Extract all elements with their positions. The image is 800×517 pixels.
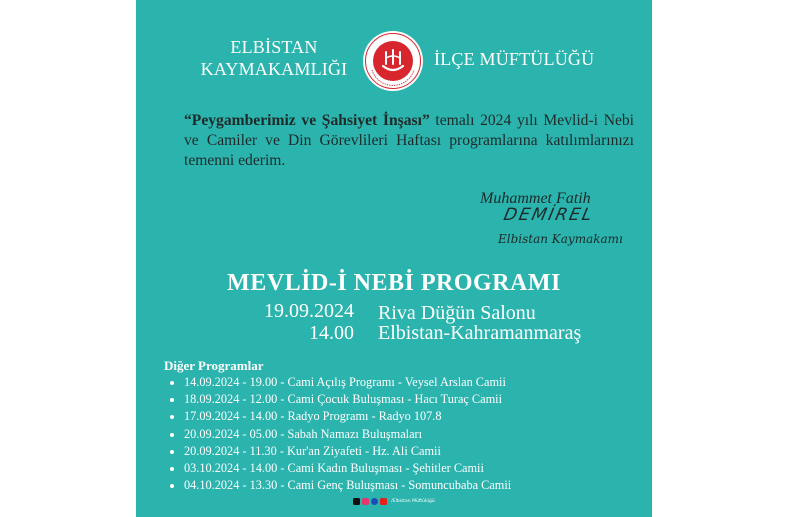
main-program-time: 14.00 [309,322,354,344]
main-program-title: MEVLİD-İ NEBİ PROGRAMI [227,270,561,296]
instagram-icon [362,498,369,505]
main-program-date: 19.09.2024 [264,300,354,322]
list-item: • 20.09.2024 - 11.30 - Kur'an Ziyafeti - Hz. Ali Camii [184,443,511,460]
youtube-icon [380,498,387,505]
poster [136,0,652,517]
signature-surname: DEMİREL [501,205,596,225]
facebook-icon [371,498,378,505]
header-left-line1: ELBİSTAN [230,37,318,57]
list-item: • 18.09.2024 - 12.00 - Cami Çocuk Buluşması - Hacı Turaç Camii [184,391,511,408]
muftuluk-header: İLÇE MÜFTÜLÜĞÜ [434,49,595,69]
list-item: • 20.09.2024 - 05.00 - Sabah Namazı Buluşmaları [184,426,511,443]
main-program-venue: Riva Düğün Salonu [378,302,536,324]
list-item: • 14.09.2024 - 19.00 - Cami Açılış Programı - Veysel Arslan Camii [184,374,511,391]
social-footer [136,498,652,505]
list-item: • 03.10.2024 - 14.00 - Cami Kadın Buluşması - Şehitler Camii [184,460,511,477]
diyanet-seal-logo [362,30,424,92]
list-item: • 04.10.2024 - 13.30 - Cami Genç Buluşması - Somuncubaba Camii [184,477,511,494]
invitation-text [184,111,634,171]
signature-name: Muhammet Fatih [480,190,591,207]
other-programs-list [168,374,511,494]
kaymakamlik-header [198,36,350,80]
invitation-body: temalı 2024 yılı Mevlid-i Nebi ve Camiler ve Din Görevlileri Haftası programlarına katılımlarınızı temenni ederim. [184,112,635,169]
signature-title: Elbistan Kaymakamı [498,232,623,246]
other-programs-heading: Diğer Programlar [164,358,264,373]
main-program-city: Elbistan-Kahramanmaraş [378,322,582,344]
x-icon [353,498,360,505]
theme-quote: “Peygamberimiz ve Şahsiyet İnşası” [184,112,430,129]
list-item: • 17.09.2024 - 14.00 - Radyo Programı - Radyo 107.8 [184,408,511,425]
social-handle: /Elbistan Müftülüğü [391,499,435,504]
header-left-line2: KAYMAKAMLIĞI [200,59,348,79]
